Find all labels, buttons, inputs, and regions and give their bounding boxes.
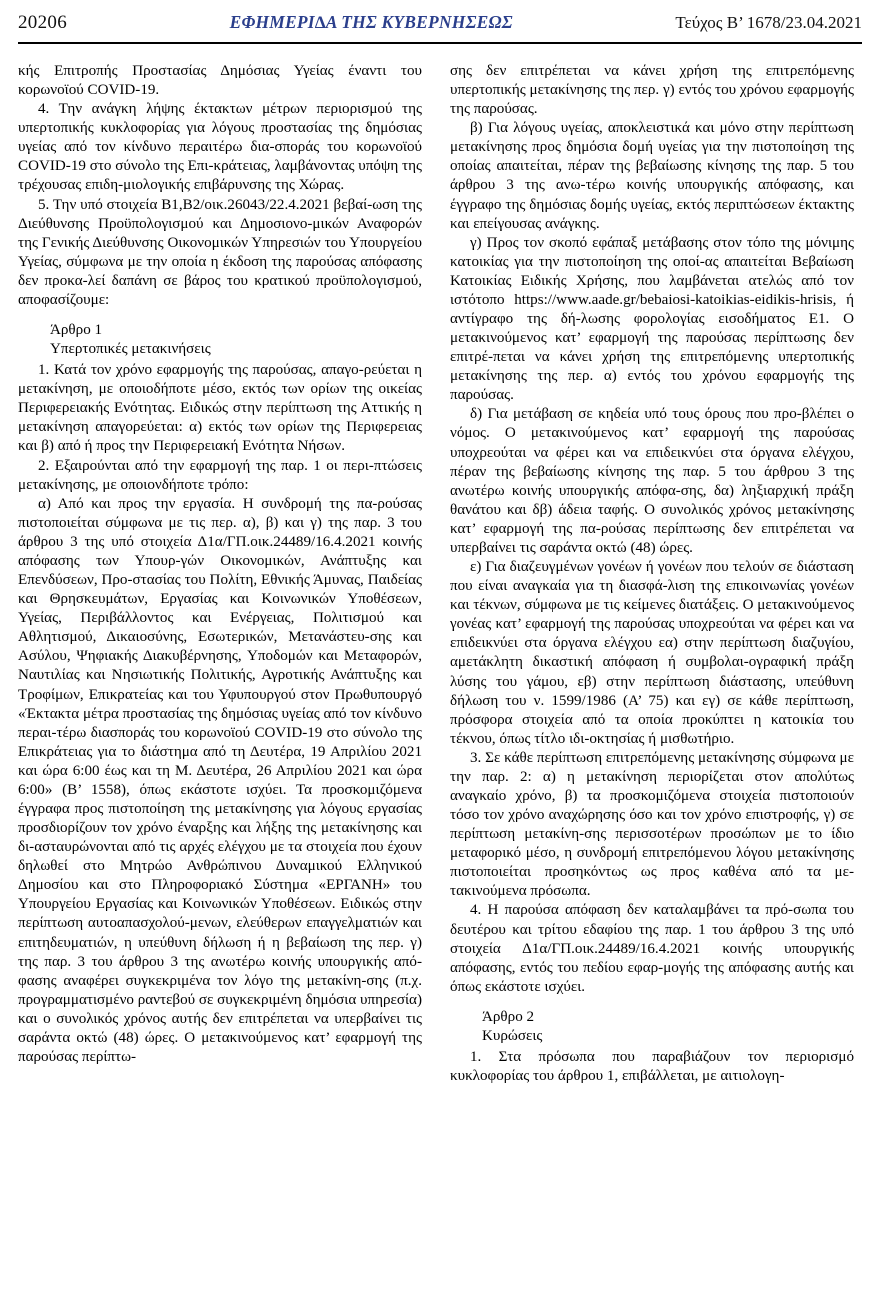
paragraph: β) Για λόγους υγείας, αποκλειστικά και μόνο στην περίπτωση μετακίνησης προς δημόσια δομή υγείας για την πιστοποίηση της οποίας απαιτείται, πέραν της βεβαίωσης κίνησης της παρ. 5 του άρθρου 3 της ανω-τέρω κοινής υπουργικής απόφασης, και έγγραφο της δημόσιας δομής υγείας, εκτός περιπτώσεων έκτακτης και επείγουσας ανάγκης. <box>450 120 854 232</box>
paragraph: γ) Προς τον σκοπό εφάπαξ μετάβασης στον τόπο της μόνιμης κατοικίας για την πιστοποίηση της οποί-ας απαιτείται Βεβαίωση Κατοικίας Ειδικής Χρήσης, που λαμβάνεται ατελώς από τον ιστότοπο https://www.aade.gr/bebaiosi-katoikias-eidikis-hrisis, ή αντίγραφο της δή-λωσης φορολογίας εισοδήματος Ε1. Ο μετακινούμενος κατ’ εφαρμογή της παρούσας περίπτωσης δεν επιτρέ-πεται να κάνει χρήση της επιτρεπόμενης υπερτοπικής μετακίνησης της περ. α) εντός του χρόνου εφαρμογής της παρούσας. <box>450 234 854 404</box>
paragraph: 4. Την ανάγκη λήψης έκτακτων μέτρων περιορισμού της υπερτοπικής κυκλοφορίας για λόγους προστασίας της δημόσιας υγείας από τον κίνδυνο περαιτέρω δια-σποράς του κορωνοϊού COVID-19 στο σύνολο της Επι-κράτειας, λαμβάνοντας υπόψη της τρέχουσας επιδη-μιολογικής επιβάρυνσης της Χώρας. <box>18 101 422 194</box>
paragraph: δ) Για μετάβαση σε κηδεία υπό τους όρους που προ-βλέπει ο νόμος. Ο μετακινούμενος κατ’ εφαρμογή της παρούσας υποχρεούται να φέρει και να επιδεικνύει στα όργανα ελέγχου, πέραν της βεβαίωσης κίνησης της παρ. 5 του άρθρου 3 της ανωτέρω κοινής υπουργικής απόφα-σης, δα) ληξιαρχική πράξη θανάτου και δβ) άδεια ταφής. Ο συνολικός χρόνος μετακίνησης κατ’ εφαρμογή της πα-ρούσας περίπτωσης δεν επιτρέπεται να υπερβαίνει τις σαράντα οκτώ (48) ώρες. <box>450 406 854 556</box>
page-header <box>18 12 862 46</box>
article-heading: Άρθρο 1 <box>50 322 103 339</box>
paragraph: α) Από και προς την εργασία. Η συνδρομή της πα-ρούσας πιστοποιείται σύμφωνα με τις περ. α), β) και γ) της παρ. 3 του άρθρου 3 της υπό στοιχεία Δ1α/ΓΠ.οικ.24489/16.4.2021 κοινής απόφασης των Υπουρ-γών Οικονομικών, Ανάπτυξης και Επενδύσεων, Προ-στασίας του Πολίτη, Εθνικής Άμυνας, Παιδείας και Θρησκευμάτων, Εργασίας και Κοινωνικών Υποθέσεων, Υγείας, Περιβάλλοντος και Ενέργειας, Πολιτισμού και Αθλητισμού, Δικαιοσύνης, Εσωτερικών, Μετανάστευ-σης και Ασύλου, Ψηφιακής Διακυβέρνησης, Υποδομών και Μεταφορών, Ναυτιλίας και Νησιωτικής Πολιτικής, Αγροτικής Ανάπτυξης και Τροφίμων, Επικρατείας και του Υφυπουργού στον Πρωθυπουργό «Έκτακτα μέτρα προστασίας της δημόσιας υγείας από τον κίνδυνο περαι-τέρω διασποράς του κορωνοϊού COVID-19 στο σύνολο της Επικράτειας για το διάστημα από τη Δευτέρα, 19 Απριλίου 2021 και ώρα 6:00 έως και τη Μ. Δευτέρα, 26 Απριλίου 2021 και ώρα 6:00» (Β’ 1558), όπως εκάστοτε ισχύει. Τα προσκομιζόμενα έγγραφα προς πιστοποίηση της μετακίνησης για λόγους εργασίας προσδιορίζουν τον χρόνο έναρξης και λήξης της μετακίνησης και δι-ασταυρώνονται από τις αρχές ελέγχου με τα στοιχεία που έχουν δηλωθεί στο Μητρώο Ανθρώπινου Δυναμικού Ελληνικού Δημοσίου και στο Πληροφοριακό Σύστημα «ΕΡΓΑΝΗ» του Υπουργείου Εργασίας και Κοινωνικών Υποθέσεων. Ειδικώς στην περίπτωση αυτοαπασχολού-μενων, ελεύθερων επαγγελματιών και επιτηδευματιών, η υπεύθυνη δήλωση ή η βεβαίωση της περ. γ) της παρ. 3 του άρθρου 3 της ανωτέρω κοινής υπουργικής από-φασης αναφέρει συγκεκριμένα τον λόγο της μετακίνη-σης (π.χ. προγραμματισμένο ραντεβού σε συγκεκριμένη δημόσια υπηρεσία) και ο συνολικός χρόνος αυτής δεν επιτρέπεται να υπερβαίνει τις σαράντα οκτώ (48) ώρες. Ο μετακινούμενος κατ’ εφαρμογή της παρούσας περίπτω- <box>18 495 422 1065</box>
paragraph: ε) Για διαζευγμένων γονέων ή γονέων που τελούν σε διάσταση που είναι αναγκαία για τη διασφά-λιση της επικοινωνίας γονέων και τέκνων, σύμφωνα με τις κείμενες διατάξεις. Ο μετακινούμενος γονέας κατ’ εφαρμογή της παρούσας υποχρεούται να φέρει και να επιδεικνύει στα όργανα ελέγχου εα) στην περίπτωση διαζυγίου, αμετάκλητη δικαστική απόφαση ή συμβολαι-ογραφική πράξη λύσης του γάμου, εβ) στην περίπτωση διάστασης, υπεύθυνη δήλωση του ν. 1599/1986 (Α’ 75) και εγ) σε κάθε περίπτωση, πρόσφορα στοιχεία από τα οποία προκύπτει η κατοικία του τέκνου, όπως τίτλο ιδι-οκτησίας ή μισθωτήριο. <box>450 559 854 747</box>
header-divider <box>18 42 862 44</box>
paragraph: 1. Κατά τον χρόνο εφαρμογής της παρούσας, απαγο-ρεύεται η μετακίνηση, με οποιοδήποτε μέσο, εκτός των ορίων της οικείας Περιφερειακής Ενότητας. Ειδικώς στην περίπτωση της Αττικής η μετακίνηση απαγορεύεται: α) εκτός των ορίων της Περιφερειας και β) από ή προς την Περιφερειακή Ενότητα Νήσων. <box>18 362 422 455</box>
page-columns <box>18 62 862 1299</box>
article-heading: Άρθρο 2 <box>482 1008 535 1025</box>
paragraph: 4. Η παρούσα απόφαση δεν καταλαμβάνει τα πρό-σωπα του δευτέρου και τρίτου εδαφίου της παρ. 1 του άρθρου 3 της υπό στοιχεία Δ1α/ΓΠ.οικ.24489/16.4.2021 κοινής υπουργικής απόφασης, εντός του πεδίου εφαρ-μογής της απόφασης αυτής και όπως εκάστοτε ισχύει. <box>450 902 854 995</box>
article-subheading: Κυρώσεις <box>482 1027 543 1044</box>
paragraph: κής Επιτροπής Προστασίας Δημόσιας Υγείας έναντι του κορωνοϊού COVID-19. <box>18 63 422 99</box>
left-column <box>18 62 422 1299</box>
paragraph: 2. Εξαιρούνται από την εφαρμογή της παρ. 1 οι περι-πτώσεις μετακίνησης, με οποιονδήποτε τρόπο: <box>18 457 422 493</box>
article-subheading: Υπερτοπικές μετακινήσεις <box>50 341 211 358</box>
right-column <box>450 62 854 1299</box>
paragraph: 5. Την υπό στοιχεία Β1,Β2/οικ.26043/22.4.2021 βεβαί-ωση της Διεύθυνσης Προϋπολογισμού και Δημοσιονο-μικών Αναφορών της Γενικής Διεύθυνσης Οικονομικών Υπηρεσιών του Υπουργείου Υγείας, σύμφωνα με την οποία η έκδοση της παρούσας απόφασης δεν προκα-λεί δαπάνη σε βάρος του κρατικού προϋπολογισμού, αποφασίζουμε: <box>18 196 422 308</box>
paragraph: 3. Σε κάθε περίπτωση επιτρεπόμενης μετακίνησης σύμφωνα με την παρ. 2: α) η μετακίνηση περιορίζεται στον απολύτως αναγκαίο χρόνο, β) τα προσκομιζόμενα στοιχεία πιστοποιούν τόσο τον χρόνο αναχώρησης όσο και τον χρόνο επιστροφής, γ) σε περίπτωση μετακίνη-σης περισσοτέρων προσώπων με το ίδιο μεταφορικό μέσο, η συνδρομή επιτρεπόμενου λόγου μετακίνησης πιστοποιείται προσηκόντως ως προς καθένα από τα με-τακινούμενα πρόσωπα. <box>450 749 854 900</box>
header-issue-info: Τεύχος B’ 1678/23.04.2021 <box>675 13 862 32</box>
paragraph: 1. Στα πρόσωπα που παραβιάζουν τον περιορισμό κυκλοφορίας του άρθρου 1, επιβάλλεται, με αιτιολογη- <box>450 1048 854 1085</box>
header-page-number: 20206 <box>18 12 67 33</box>
gazette-title: ΕΦΗΜΕΡΙ∆Α ΤΗΣ ΚΥΒΕΡΝΗΣΕΩΣ <box>229 12 513 32</box>
paragraph: σης δεν επιτρέπεται να κάνει χρήση της επιτρεπόμενης υπερτοπικής μετακίνησης της περ. γ) εντός του χρόνου εφαρμογής της παρούσας. <box>450 63 854 118</box>
